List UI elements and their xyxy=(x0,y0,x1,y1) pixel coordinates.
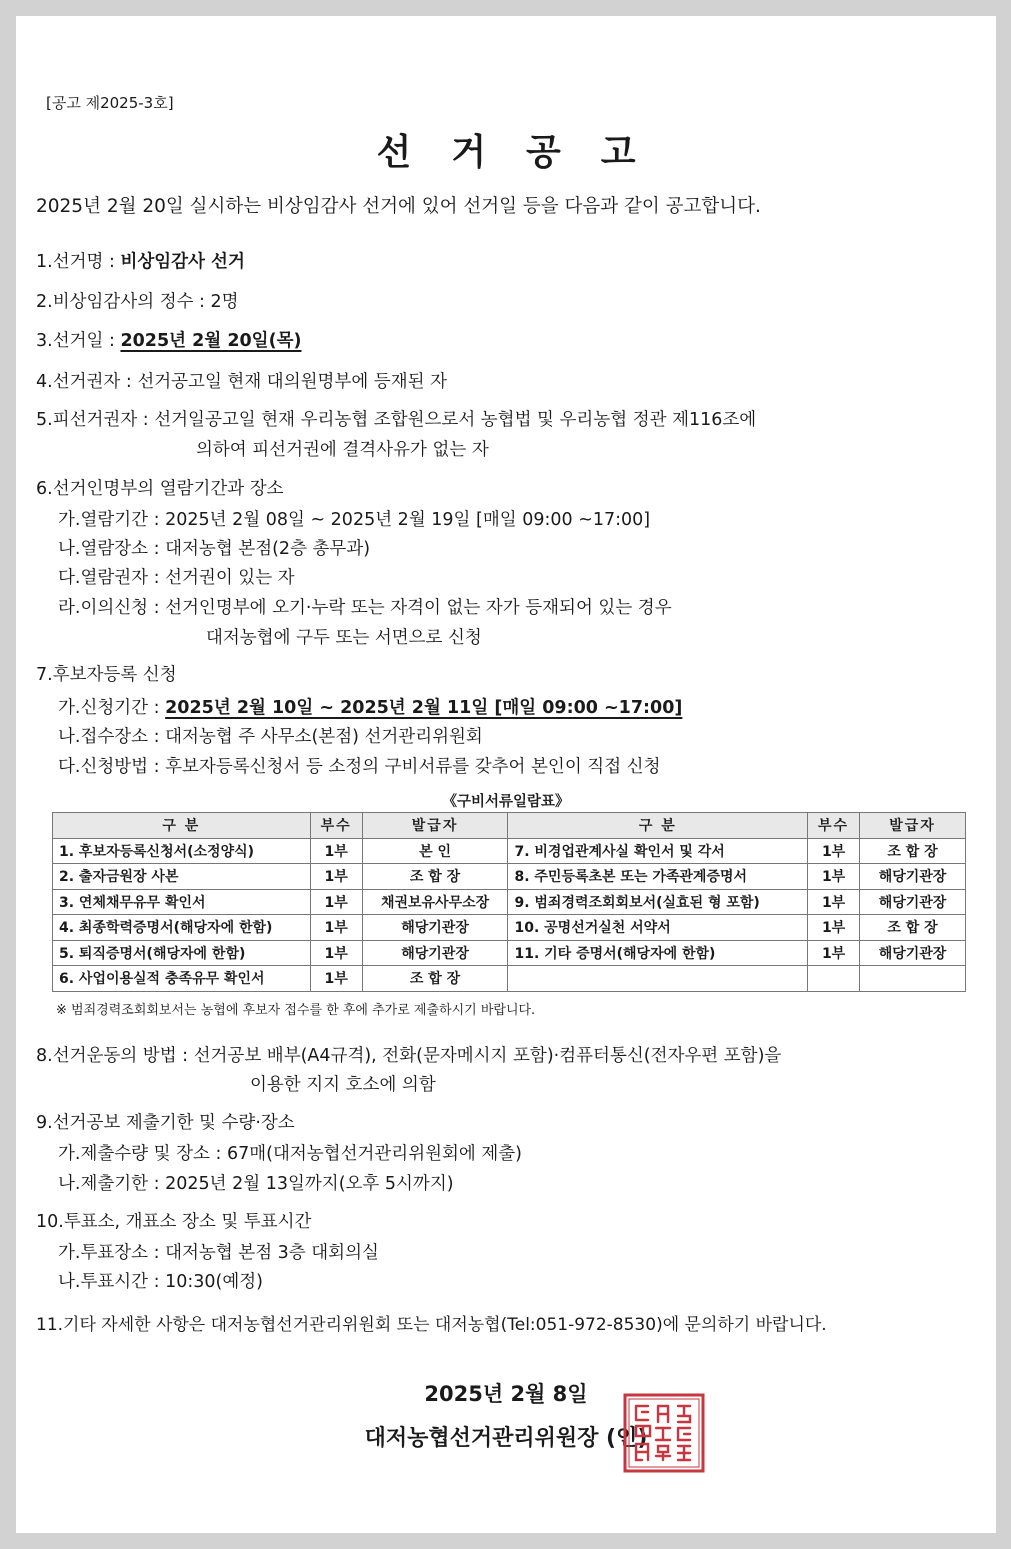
page-title: 선거공고 xyxy=(376,132,676,173)
item-7a xyxy=(58,694,682,719)
item-3-value: 2025년 2월 20일(목) xyxy=(120,331,302,351)
table-row xyxy=(53,966,966,992)
table-cell xyxy=(808,966,860,992)
table-cell: 4. 최종학력증명서(해당자에 한함) xyxy=(53,915,311,941)
item-9: 9.선거공보 제출기한 및 수량·장소 xyxy=(36,1113,295,1133)
table-cell: 1부 xyxy=(808,940,860,966)
table-cell: 조 합 장 xyxy=(860,838,966,864)
item-11: 11.기타 자세한 사항은 대저농협선거관리위원회 또는 대저농협(Tel:051-972-8530)에 문의하기 바랍니다. xyxy=(36,1315,827,1335)
table-row xyxy=(53,864,966,890)
table-cell: 7. 비경업관계사실 확인서 및 각서 xyxy=(508,838,808,864)
item-7b: 나.접수장소 : 대저농협 주 사무소(본점) 선거관리위원회 xyxy=(58,727,483,747)
item-6: 6.선거인명부의 열람기간과 장소 xyxy=(36,479,284,499)
table-cell: 1부 xyxy=(310,889,362,915)
item-6d-line2: 대저농협에 구두 또는 서면으로 신청 xyxy=(206,628,482,648)
header-issuer: 발급자 xyxy=(362,813,508,839)
table-cell: 2. 출자금원장 사본 xyxy=(53,864,311,890)
table-cell: 3. 연체채무유무 확인서 xyxy=(53,889,311,915)
table-cell: 조 합 장 xyxy=(362,966,508,992)
table-cell: 1부 xyxy=(808,838,860,864)
item-7a-label: 가.신청기간 : xyxy=(58,698,166,718)
header-copies: 부수 xyxy=(310,813,362,839)
item-3-label: 3.선거일 : xyxy=(36,331,121,351)
header-category: 구 분 xyxy=(508,813,808,839)
table-cell: 1부 xyxy=(808,915,860,941)
item-10b: 나.투표시간 : 10:30(예정) xyxy=(58,1272,264,1292)
table-cell: 9. 범죄경력조회회보서(실효된 형 포함) xyxy=(508,889,808,915)
table-cell: 해당기관장 xyxy=(860,889,966,915)
table-cell: 1부 xyxy=(310,940,362,966)
header-issuer: 발급자 xyxy=(860,813,966,839)
item-7: 7.후보자등록 신청 xyxy=(36,665,177,685)
item-1 xyxy=(36,248,245,273)
table-cell: 해당기관장 xyxy=(362,915,508,941)
intro-text: 2025년 2월 20일 실시하는 비상임감사 선거에 있어 선거일 등을 다음과 같이 공고합니다. xyxy=(36,196,761,217)
table-cell: 1부 xyxy=(310,915,362,941)
item-4: 4.선거권자 : 선거공고일 현재 대의원명부에 등재된 자 xyxy=(36,372,447,392)
item-10a: 가.투표장소 : 대저농협 본점 3층 대회의실 xyxy=(58,1243,379,1263)
item-6a: 가.열람기간 : 2025년 2월 08일 ~ 2025년 2월 19일 [매일 09:00 ~17:00] xyxy=(58,510,651,530)
table-cell: 11. 기타 증명서(해당자에 한함) xyxy=(508,940,808,966)
table-cell: 10. 공명선거실천 서약서 xyxy=(508,915,808,941)
table-cell: 해당기관장 xyxy=(860,940,966,966)
table-cell: 6. 사업이용실적 충족유무 확인서 xyxy=(53,966,311,992)
table-cell: 본 인 xyxy=(362,838,508,864)
item-10: 10.투표소, 개표소 장소 및 투표시간 xyxy=(36,1212,312,1232)
table-cell: 채권보유사무소장 xyxy=(362,889,508,915)
item-6b: 나.열람장소 : 대저농협 본점(2층 총무과) xyxy=(58,539,371,559)
notice-sheet xyxy=(16,16,996,1533)
item-1-value: 비상임감사 선거 xyxy=(120,252,245,272)
item-5-line2: 의하여 피선거권에 결격사유가 없는 자 xyxy=(196,440,489,460)
item-6d-line1: 라.이의신청 : 선거인명부에 오기·누락 또는 자격이 없는 자가 등재되어 있는 경우 xyxy=(58,598,672,618)
table-cell: 1. 후보자등록신청서(소정양식) xyxy=(53,838,311,864)
notice-date: 2025년 2월 8일 xyxy=(424,1382,588,1406)
table-row xyxy=(53,889,966,915)
item-6c: 다.열람권자 : 선거권이 있는 자 xyxy=(58,568,295,588)
item-9a: 가.제출수량 및 장소 : 67매(대저농협선거관리위원회에 제출) xyxy=(58,1144,523,1164)
item-2: 2.비상임감사의 정수 : 2명 xyxy=(36,292,239,312)
item-5-line1: 5.피선거권자 : 선거일공고일 현재 우리농협 조합원으로서 농협법 및 우리농협 정관 제116조에 xyxy=(36,410,757,430)
table-caption: 《구비서류일람표》 xyxy=(442,794,570,810)
header-copies: 부수 xyxy=(808,813,860,839)
table-cell: 5. 퇴직증명서(해당자에 한함) xyxy=(53,940,311,966)
item-8-line1: 8.선거운동의 방법 : 선거공보 배부(A4규격), 전화(문자메시지 포함)·컴퓨터통신(전자우편 포함)을 xyxy=(36,1046,782,1066)
table-row xyxy=(53,838,966,864)
item-3 xyxy=(36,327,301,352)
table-footnote: ※ 범죄경력조회회보서는 농협에 후보자 접수를 한 후에 추가로 제출하시기 바랍니다. xyxy=(56,1003,536,1018)
table-cell: 8. 주민등록초본 또는 가족관계증명서 xyxy=(508,864,808,890)
table-cell: 1부 xyxy=(310,838,362,864)
documents-table xyxy=(52,812,966,992)
signer-name: 대저농협선거관리위원장 (인) xyxy=(364,1426,648,1451)
table-cell: 조 합 장 xyxy=(860,915,966,941)
table-header-row xyxy=(53,813,966,839)
item-7a-value: 2025년 2월 10일 ~ 2025년 2월 11일 [매일 09:00 ~17:00] xyxy=(165,698,683,718)
item-9b: 나.제출기한 : 2025년 2월 13일까지(오후 5시까지) xyxy=(58,1174,454,1194)
table-cell xyxy=(860,966,966,992)
table-cell: 해당기관장 xyxy=(362,940,508,966)
official-seal-icon xyxy=(622,1392,706,1474)
table-cell: 1부 xyxy=(808,889,860,915)
item-7c: 다.신청방법 : 후보자등록신청서 등 소정의 구비서류를 갖추어 본인이 직접 신청 xyxy=(58,757,661,777)
header-category: 구 분 xyxy=(53,813,311,839)
table-cell: 1부 xyxy=(310,966,362,992)
item-8-line2: 이용한 지지 호소에 의함 xyxy=(250,1075,436,1095)
table-cell: 조 합 장 xyxy=(362,864,508,890)
notice-number: [공고 제2025-3호] xyxy=(46,94,174,112)
table-cell: 해당기관장 xyxy=(860,864,966,890)
table-row xyxy=(53,940,966,966)
item-1-label: 1.선거명 : xyxy=(36,252,121,272)
table-cell: 1부 xyxy=(808,864,860,890)
table-row xyxy=(53,915,966,941)
table-cell xyxy=(508,966,808,992)
table-cell: 1부 xyxy=(310,864,362,890)
